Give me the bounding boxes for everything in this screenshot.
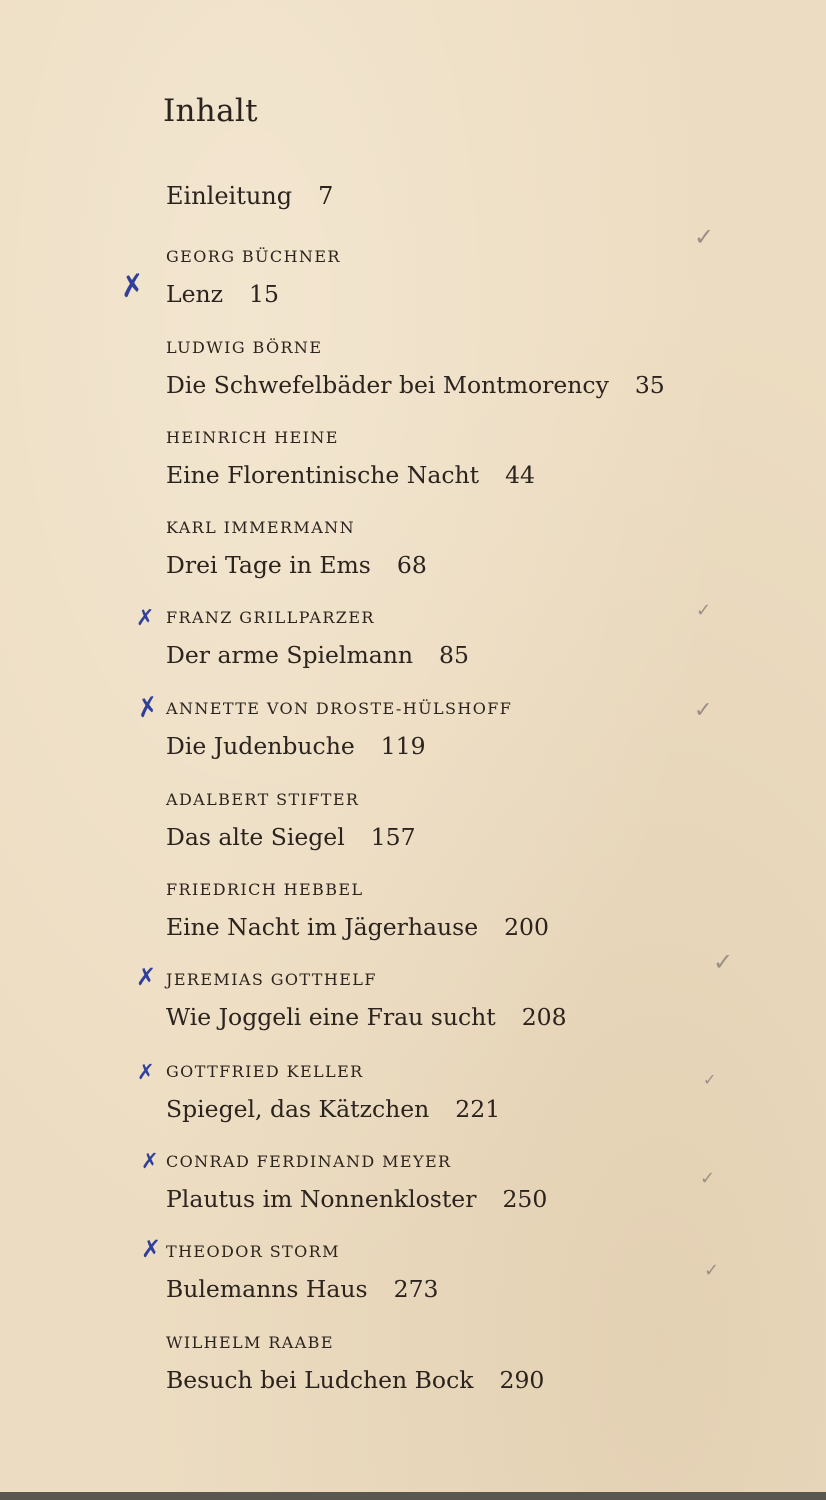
work-title: Eine Florentinische Nacht [166,461,480,489]
toc-entry [166,970,726,1032]
work-title: Lenz [166,280,224,308]
toc-entry [166,699,726,761]
toc-author: WILHELM RAABE [166,1333,334,1352]
work-title: Drei Tage in Ems [166,551,371,579]
cross-mark-icon: ✗ [141,1235,162,1263]
work-page-number: 290 [499,1366,545,1394]
work-page-number: 119 [380,732,426,760]
toc-author: FRANZ GRILLPARZER [166,608,375,627]
toc-entry [166,790,726,852]
toc-author: LUDWIG BÖRNE [166,338,323,357]
check-mark-icon: ✓ [694,223,715,251]
toc-work [166,279,726,309]
toc-entry [166,1062,726,1124]
work-title: Plautus im Nonnenkloster [166,1185,477,1213]
toc-author: KARL IMMERMANN [166,518,355,537]
work-page-number: 44 [505,461,535,489]
work-title: Wie Joggeli eine Frau sucht [166,1003,496,1031]
cross-mark-icon: ✗ [141,1149,159,1173]
work-title: Die Judenbuche [166,732,355,760]
toc-work [166,731,726,761]
toc-entry [166,518,726,580]
toc-entry [166,1242,726,1304]
toc-author: HEINRICH HEINE [166,428,339,447]
work-title: Besuch bei Ludchen Bock [166,1366,474,1394]
check-mark-icon: ✓ [713,948,734,976]
cross-mark-icon: ✗ [136,963,157,991]
check-mark-icon: ✓ [704,1260,720,1281]
page-bottom-edge [0,1492,826,1500]
toc-author: CONRAD FERDINAND MEYER [166,1152,452,1171]
toc-author: ANNETTE VON DROSTE-HÜLSHOFF [166,699,513,718]
work-title: Das alte Siegel [166,823,345,851]
toc-work [166,370,726,400]
toc-work [166,550,726,580]
check-mark-icon: ✓ [694,698,713,723]
toc-work [166,460,726,490]
toc-entry [166,1152,726,1214]
work-title: Bulemanns Haus [166,1275,368,1303]
work-page-number: 68 [396,551,427,579]
toc-intro [166,182,333,210]
toc-author: GOTTFRIED KELLER [166,1062,364,1081]
check-mark-icon: ✓ [696,600,712,621]
toc-work [166,912,726,942]
page-title: Inhalt [163,93,258,129]
toc-entry [166,608,726,670]
toc-work [166,640,726,670]
work-page-number: 200 [504,913,549,941]
work-page-number: 250 [502,1185,548,1213]
work-page-number: 208 [521,1003,567,1031]
work-title: Spiegel, das Kätzchen [166,1095,430,1123]
toc-entry [166,428,726,490]
work-page-number: 15 [249,280,279,308]
work-title: Eine Nacht im Jägerhause [166,913,479,941]
toc-work [166,1002,726,1032]
cross-mark-icon: ✗ [117,267,148,306]
toc-entry [166,880,726,942]
work-page-number: 85 [439,641,469,669]
cross-mark-icon: ✗ [136,606,155,631]
toc-entry [166,338,726,400]
toc-author: THEODOR STORM [166,1242,340,1261]
toc-work [166,1365,726,1395]
toc-entry [166,247,726,309]
check-mark-icon: ✓ [700,1168,716,1189]
work-title: Der arme Spielmann [166,641,414,669]
intro-page-number: 7 [318,182,334,210]
toc-author: FRIEDRICH HEBBEL [166,880,364,899]
toc-author: GEORG BÜCHNER [166,247,341,266]
work-title: Die Schwefelbäder bei Montmorency [166,371,609,399]
toc-work [166,822,726,852]
intro-label: Einleitung [166,182,293,210]
work-page-number: 35 [634,371,665,399]
toc-work [166,1184,726,1214]
toc-entry [166,1333,726,1395]
cross-mark-icon: ✗ [137,1060,155,1084]
check-mark-icon: ✓ [703,1070,717,1089]
work-page-number: 221 [455,1095,501,1123]
work-page-number: 157 [370,823,416,851]
cross-mark-icon: ✗ [134,691,162,725]
toc-author: JEREMIAS GOTTHELF [166,970,377,989]
toc-work [166,1274,726,1304]
toc-work [166,1094,726,1124]
toc-author: ADALBERT STIFTER [166,790,360,809]
work-page-number: 273 [393,1275,439,1303]
